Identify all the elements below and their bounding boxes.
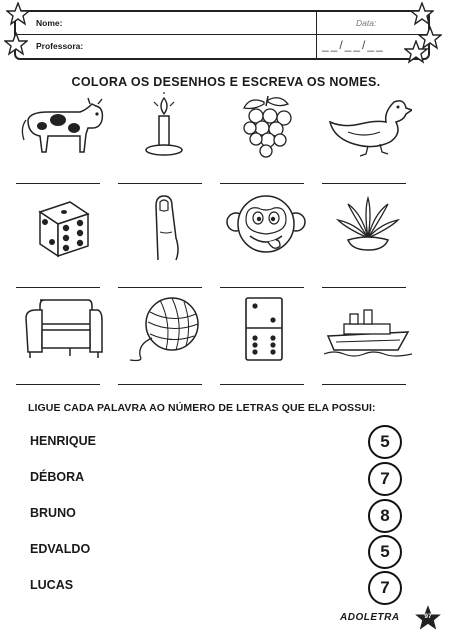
answer-line[interactable] — [220, 183, 304, 184]
number-circle[interactable]: 7 — [368, 571, 402, 605]
number-circle[interactable]: 8 — [368, 499, 402, 533]
candle-icon — [120, 92, 208, 162]
answer-line[interactable] — [322, 287, 406, 288]
duck-icon — [324, 92, 412, 162]
star-icon — [4, 32, 28, 56]
date-label: Data: — [356, 18, 377, 28]
word-item[interactable]: LUCAS — [30, 578, 74, 592]
word-item[interactable]: BRUNO — [30, 506, 76, 520]
star-icon — [6, 2, 30, 26]
domino-icon — [222, 294, 310, 364]
teacher-label: Professora: — [36, 41, 84, 51]
page-number: 97 — [424, 613, 432, 620]
answer-line[interactable] — [118, 287, 202, 288]
ship-icon — [324, 294, 412, 364]
date-slots: __/__/__ — [322, 38, 385, 52]
plant-icon — [324, 192, 412, 262]
cow-icon — [18, 92, 106, 162]
answer-line[interactable] — [118, 384, 202, 385]
number-circle[interactable]: 5 — [368, 425, 402, 459]
activity-title: COLORA OS DESENHOS E ESCREVA OS NOMES. — [71, 75, 381, 89]
armchair-icon — [18, 294, 106, 364]
answer-line[interactable] — [16, 384, 100, 385]
answer-line[interactable] — [118, 183, 202, 184]
answer-line[interactable] — [220, 287, 304, 288]
matching-instruction: LIGUE CADA PALAVRA AO NÚMERO DE LETRAS QUE ELA POSSUI: — [28, 402, 376, 414]
number-circle[interactable]: 5 — [368, 535, 402, 569]
word-item[interactable]: HENRIQUE — [30, 434, 96, 448]
answer-line[interactable] — [220, 384, 304, 385]
star-icon — [404, 40, 428, 64]
dice-icon — [18, 192, 106, 262]
answer-line[interactable] — [322, 183, 406, 184]
word-item[interactable]: EDVALDO — [30, 542, 91, 556]
star-icon — [410, 2, 434, 26]
divider — [16, 34, 428, 35]
student-info-box — [14, 10, 430, 60]
grapes-icon — [222, 92, 310, 162]
answer-line[interactable] — [16, 287, 100, 288]
number-circle[interactable]: 7 — [368, 462, 402, 496]
answer-line[interactable] — [322, 384, 406, 385]
finger-icon — [120, 192, 208, 262]
divider — [316, 12, 317, 58]
monkey-face-icon — [222, 192, 310, 262]
word-item[interactable]: DÉBORA — [30, 470, 85, 484]
brand-logo: ADOLETRA — [340, 612, 400, 623]
answer-line[interactable] — [16, 183, 100, 184]
yarn-ball-icon — [120, 294, 208, 364]
name-label: Nome: — [36, 18, 63, 28]
